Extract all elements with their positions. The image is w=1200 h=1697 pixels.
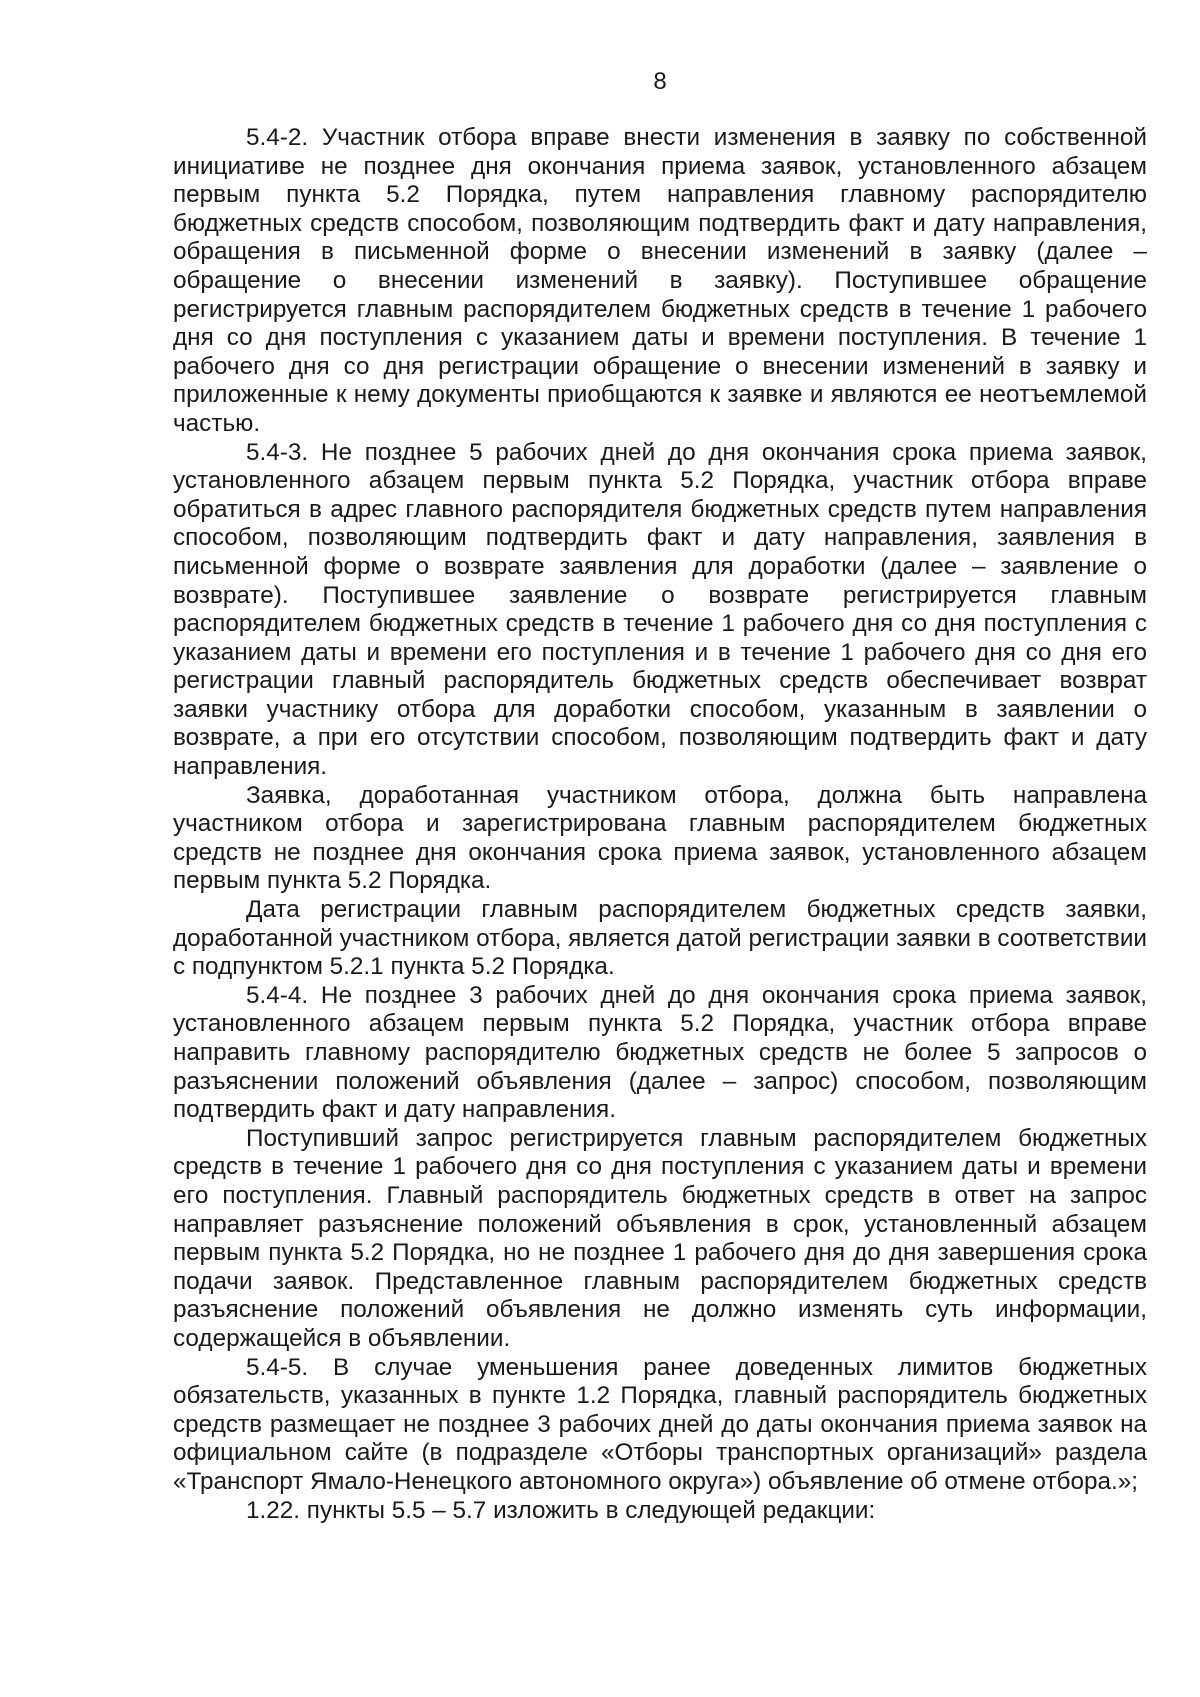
paragraph-request-handling: Поступивший запрос регистрируется главным распорядителем бюджетных средств в течение 1 рабочего дня со дня поступления с указанием даты и времени его поступления. Главный распорядитель бюджетных средств в ответ на запрос направляет разъяснение положений объявления в срок, установленный абзацем первым пункта 5.2 Порядка, но не позднее 1 рабочего дня до дня завершения срока подачи заявок. Представленное главным распорядителем бюджетных средств разъяснение положений объявления не должно изменять суть информации, содержащейся в объявлении. <box>173 1124 1147 1352</box>
paragraph-5-4-5: 5.4-5. В случае уменьшения ранее доведенных лимитов бюджетных обязательств, указанных в пункте 1.2 Порядка, главный распорядитель бюджетных средств размещает не позднее 3 рабочих дней до даты окончания приема заявок на официальном сайте (в подразделе «Отборы транспортных организаций» раздела «Транспорт Ямало-Ненецкого автономного округа») объявление об отмене отбора.»; <box>173 1353 1147 1495</box>
paragraph-5-4-4: 5.4-4. Не позднее 3 рабочих дней до дня окончания срока приема заявок, установленного абзацем первым пункта 5.2 Порядка, участник отбора вправе направить главному распорядителю бюджетных средств не более 5 запросов о разъяснении положений объявления (далее – запрос) способом, позволяющим подтвердить факт и дату направления. <box>173 981 1147 1124</box>
page-number: 8 <box>653 68 667 95</box>
paragraph-reworked-application: Заявка, доработанная участником отбора, должна быть направлена участником отбора и зарегистрирована главным распорядителем бюджетных средств не позднее дня окончания срока приема заявок, установленного абзацем первым пункта 5.2 Порядка. <box>173 781 1147 895</box>
paragraph-5-4-2: 5.4-2. Участник отбора вправе внести изменения в заявку по собственной инициативе не позднее дня окончания приема заявок, установленного абзацем первым пункта 5.2 Порядка, путем направления главному распорядителю бюджетных средств способом, позволяющим подтвердить факт и дату направления, обращения в письменной форме о внесении изменений в заявку (далее – обращение о внесении изменений в заявку). Поступившее обращение регистрируется главным распорядителем бюджетных средств в течение 1 рабочего дня со дня поступления с указанием даты и времени поступления. В течение 1 рабочего дня со дня регистрации обращение о внесении изменений в заявку и приложенные к нему документы приобщаются к заявке и являются ее неотъемлемой частью. <box>173 124 1147 437</box>
paragraph-5-4-3: 5.4-3. Не позднее 5 рабочих дней до дня окончания срока приема заявок, установленного абзацем первым пункта 5.2 Порядка, участник отбора вправе обратиться в адрес главного распорядителя бюджетных средств путем направления способом, позволяющим подтвердить факт и дату направления, заявления в письменной форме о возврате заявления для доработки (далее – заявление о возврате). Поступившее заявление о возврате регистрируется главным распорядителем бюджетных средств в течение 1 рабочего дня со дня поступления с указанием даты и времени его поступления и в течение 1 рабочего дня со дня его регистрации главный распорядитель бюджетных средств обеспечивает возврат заявки участнику отбора для доработки способом, указанным в заявлении о возврате, а при его отсутствии способом, позволяющим подтвердить факт и дату направления. <box>173 438 1147 781</box>
paragraph-1-22: 1.22. пункты 5.5 – 5.7 изложить в следующей редакции: <box>246 1496 876 1524</box>
document-body <box>173 124 1147 1525</box>
paragraph-registration-date: Дата регистрации главным распорядителем бюджетных средств заявки, доработанной участником отбора, является датой регистрации заявки в соответствии с подпунктом 5.2.1 пункта 5.2 Порядка. <box>173 896 1147 981</box>
